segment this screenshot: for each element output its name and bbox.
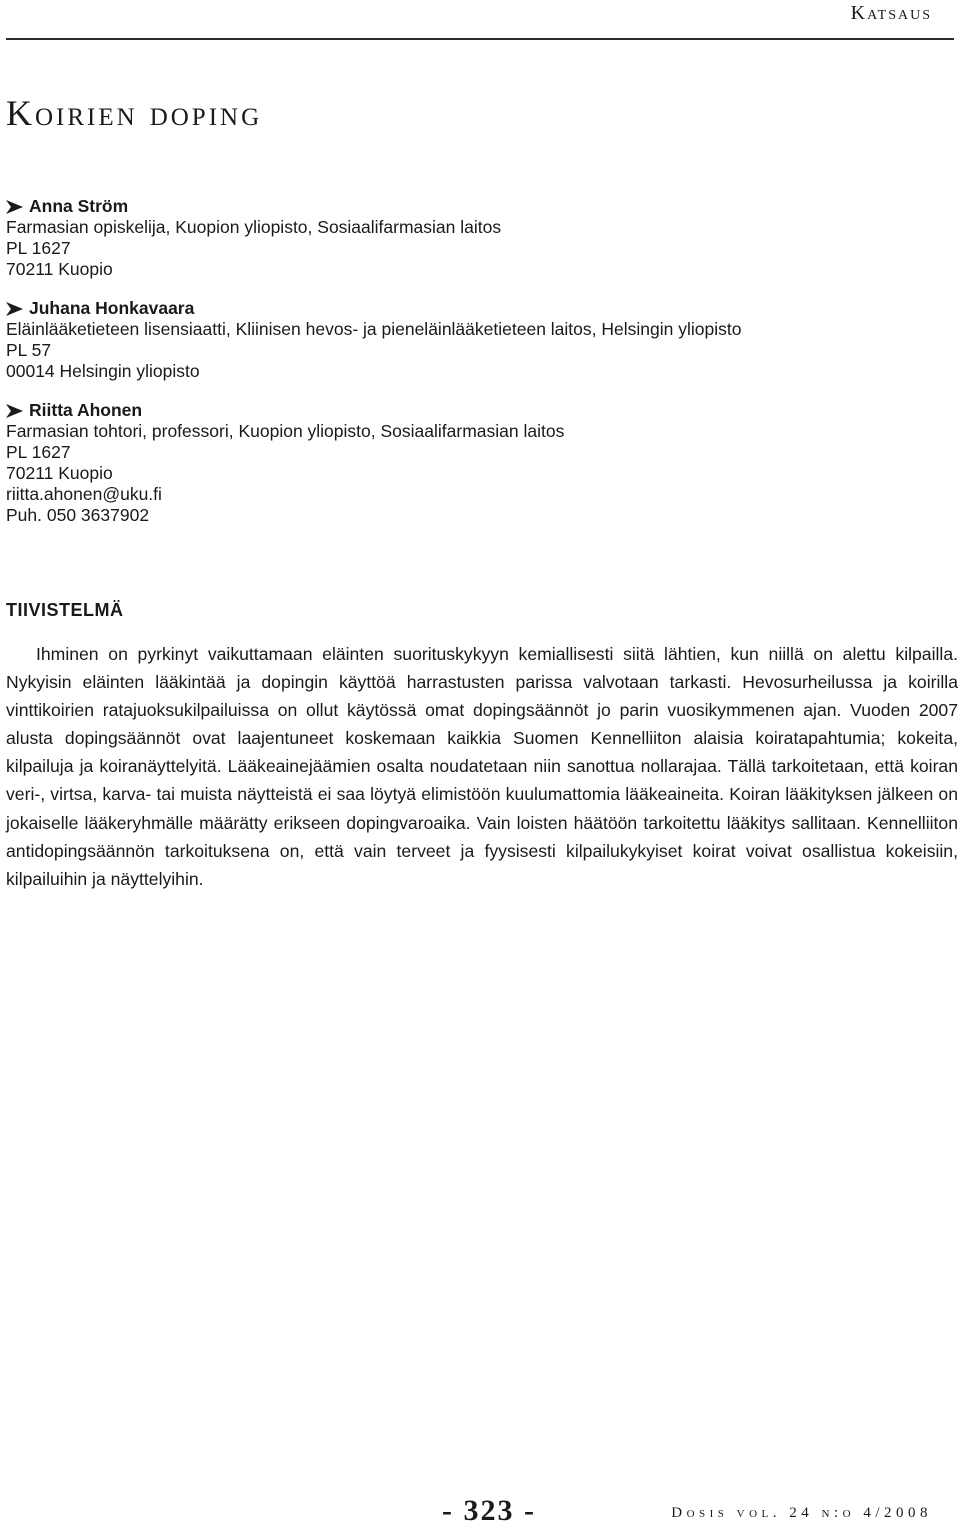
abstract-heading: TIIVISTELMÄ xyxy=(6,600,124,620)
author-affiliation: Eläinlääketieteen lisensiaatti, Kliinisen hevos- ja pieneläinlääketieteen laitos, Helsingin yliopisto xyxy=(6,319,742,339)
author-name: Anna Ström xyxy=(29,196,129,216)
arrow-bullet-icon xyxy=(6,200,23,214)
arrow-bullet-icon xyxy=(6,404,23,418)
author-name-row xyxy=(6,298,946,319)
abstract-text: Ihminen on pyrkinyt vaikuttamaan eläinten suorituskykyyn kemiallisesti siitä lähtien, kun niillä on alettu kilpailla. Nykyisin eläinten lääkintää ja dopingin käyttöä harrastusten parissa valvotaan tarkasti. Hevosurheilussa ja koirilla vinttikoirien ratajuoksukilpailuissa on ollut käytössä omat dopingsäännöt jo parin vuosikymmenen ajan. Vuoden 2007 alusta dopingsäännöt ovat laajentuneet koskemaan kaikkia Suomen Kennelliiton alaisia koiratapahtumia; kokeita, kilpailuja ja koiranäyttelyitä. Lääkeainejäämien osalta noudatetaan niin sanottua nollarajaa. Tällä tarkoitetaan, että koiran veri-, virtsa, karva- tai muista näytteistä ei saa löytyä elimistöön kuulumattomia lääkeaineita. Koiran lääkityksen jälkeen on jokaiselle lääkeryhmälle määrätty erikseen dopingvaroaika. Vain loisten häätöön tarkoitettu lääkitys sallitaan. Kennelliiton antidopingsäännön tarkoituksena on, että vain terveet ja fyysisesti kilpailukykyiset koirat voivat osallistua kokeisiin, kilpailuihin ja näyttelyihin. xyxy=(6,644,958,889)
author-affiliation: Farmasian tohtori, professori, Kuopion yliopisto, Sosiaalifarmasian laitos xyxy=(6,421,565,441)
author-po-box: PL 1627 xyxy=(6,442,71,462)
article-title: Koirien doping xyxy=(6,93,263,133)
author-list xyxy=(6,196,946,544)
arrow-bullet-icon xyxy=(6,302,23,316)
author-postal-address: 00014 Helsingin yliopisto xyxy=(6,361,200,381)
header-rule xyxy=(6,38,954,40)
section-label: Katsaus xyxy=(850,2,932,24)
author-name: Juhana Honkavaara xyxy=(29,298,195,318)
author-phone: Puh. 050 3637902 xyxy=(6,505,150,525)
author-block xyxy=(6,298,946,382)
author-po-box: PL 57 xyxy=(6,340,52,360)
journal-citation: Dosis vol. 24 n:o 4/2008 xyxy=(671,1505,932,1521)
author-postal-address: 70211 Kuopio xyxy=(6,259,113,279)
author-block xyxy=(6,400,946,526)
author-postal-address: 70211 Kuopio xyxy=(6,463,113,483)
page-number: - 323 - xyxy=(442,1494,536,1527)
author-name-row xyxy=(6,196,946,217)
author-email[interactable]: riitta.ahonen@uku.fi xyxy=(6,484,162,504)
author-po-box: PL 1627 xyxy=(6,238,71,258)
author-name-row xyxy=(6,400,946,421)
author-affiliation: Farmasian opiskelija, Kuopion yliopisto, Sosiaalifarmasian laitos xyxy=(6,217,502,237)
author-block xyxy=(6,196,946,280)
author-name: Riitta Ahonen xyxy=(29,400,143,420)
